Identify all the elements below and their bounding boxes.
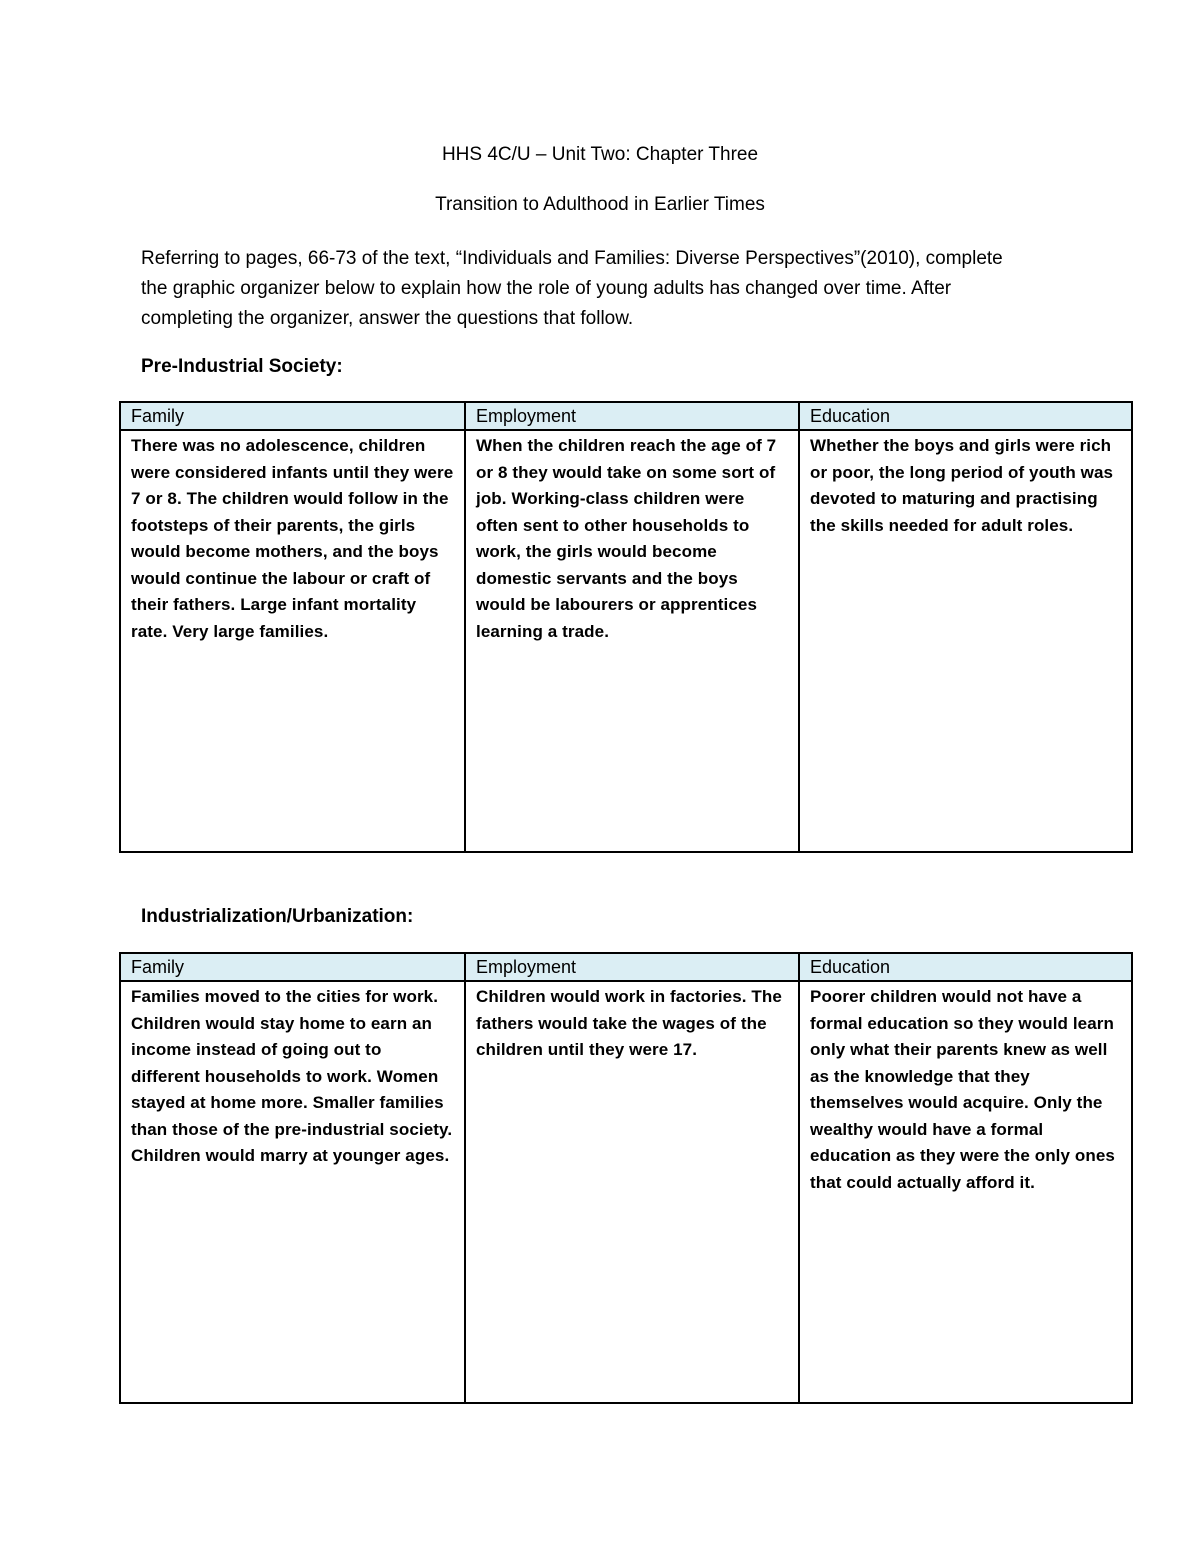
column-header-education: Education [799, 953, 1132, 981]
instructions-paragraph [141, 244, 1071, 334]
column-header-employment: Employment [465, 953, 799, 981]
section-heading-industrialization: Industrialization/Urbanization: [141, 906, 414, 927]
instructions-line: Referring to pages, 66-73 of the text, “Individuals and Families: Diverse Perspectives”(2010), complete [141, 248, 1003, 269]
table-header-row [120, 402, 1132, 430]
table-header-row [120, 953, 1132, 981]
document-title: HHS 4C/U – Unit Two: Chapter Three [441, 144, 759, 165]
cell-family-answer[interactable]: Families moved to the cities for work. Children would stay home to earn an income instead of going out to different households to work. Women stayed at home more. Smaller families than those of the pre-industrial society. Children would marry at younger ages. [120, 981, 465, 1403]
cell-family-answer[interactable]: There was no adolescence, children were considered infants until they were 7 or 8. The children would follow in the footsteps of their parents, the girls would become mothers, and the boys would continue the labour or craft of their fathers. Large infant mortality rate. Very large families. [120, 430, 465, 852]
table-row [120, 981, 1132, 1403]
cell-employment-answer[interactable]: Children would work in factories. The fathers would take the wages of the children until they were 17. [465, 981, 799, 1403]
table-row [120, 430, 1132, 852]
cell-education-answer[interactable]: Whether the boys and girls were rich or poor, the long period of youth was devoted to maturing and practising the skills needed for adult roles. [799, 430, 1132, 852]
cell-employment-answer[interactable]: When the children reach the age of 7 or 8 they would take on some sort of job. Working-class children were often sent to other households to work, the girls would become domestic servants and the boys would be labourers or apprentices learning a trade. [465, 430, 799, 852]
cell-education-answer[interactable]: Poorer children would not have a formal education so they would learn only what their parents knew as well as the knowledge that they themselves would acquire. Only the wealthy would have a formal education as they were the only ones that could actually afford it. [799, 981, 1132, 1403]
column-header-employment: Employment [465, 402, 799, 430]
instructions-line: completing the organizer, answer the questions that follow. [141, 308, 634, 329]
graphic-organizer-pre-industrial [119, 401, 1133, 853]
column-header-family: Family [120, 953, 465, 981]
section-heading-pre-industrial: Pre-Industrial Society: [141, 356, 343, 377]
graphic-organizer-industrialization [119, 952, 1133, 1404]
column-header-family: Family [120, 402, 465, 430]
document-subtitle: Transition to Adulthood in Earlier Times [435, 194, 765, 215]
column-header-education: Education [799, 402, 1132, 430]
instructions-line: the graphic organizer below to explain how the role of young adults has changed over time. After [141, 278, 952, 299]
